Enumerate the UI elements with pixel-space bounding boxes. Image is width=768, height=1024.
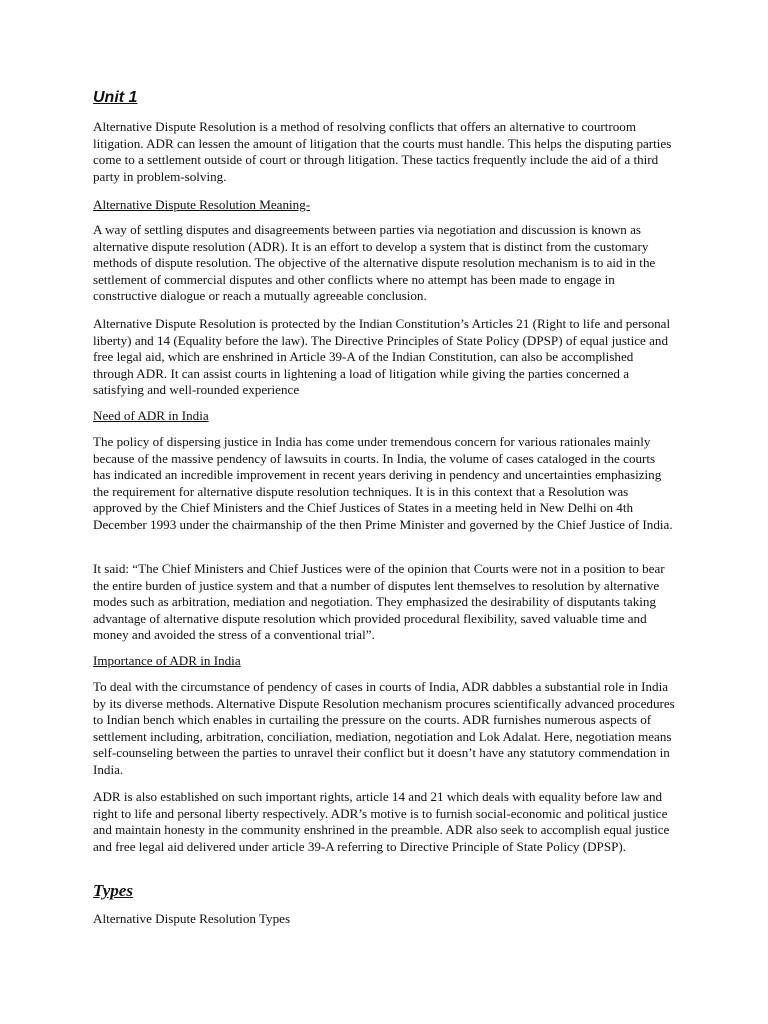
meaning-paragraph-2: Alternative Dispute Resolution is protected by the Indian Constitution’s Articles 21 (Right to life and personal liberty) and 14 (Equality before the law). The Directive Principles of State Policy (DPSP) of equal justice and free legal aid, which are enshrined in Article 39-A of the Indian Constitution, can also be accomplished through ADR. It can assist courts in lightening a load of litigation while giving the parties concerned a satisfying and well-rounded experience [93,316,671,398]
types-heading: Types [93,881,133,900]
meaning-subheading: Alternative Dispute Resolution Meaning- [93,197,311,212]
types-line: Alternative Dispute Resolution Types [93,911,291,926]
need-paragraph-1: The policy of dispersing justice in India has come under tremendous concern for various rationales mainly because of the massive pendency of lawsuits in courts. In India, the volume of cases cataloged in the courts has indicated an incredible improvement in recent years deriving in pendency and uncertainties emphasizing the requirement for alternative dispute resolution techniques. It is in this context that a Resolution was approved by the Chief Ministers and the Chief Justices of States in a meeting held in New Delhi on 4th December 1993 under the chairmanship of the then Prime Minister and governed by the Chief Justice of India. [93,434,673,532]
need-paragraph-2: It said: “The Chief Ministers and Chief Justices were of the opinion that Courts were not in a position to bear the entire burden of justice system and that a number of disputes lent themselves to resolution by alternative modes such as arbitration, mediation and negotiation. They emphasized the desirability of disputants taking advantage of alternative dispute resolution which provided procedural flexibility, saved valuable time and money and avoided the stress of a conventional trial”. [93,561,665,643]
meaning-paragraph-1: A way of settling disputes and disagreements between parties via negotiation and discussion is known as alternative dispute resolution (ADR). It is an effort to develop a system that is distinct from the customary methods of dispute resolution. The objective of the alternative dispute resolution mechanism is to aid in the settlement of commercial disputes and other conflicts where no attempt has been made to engage in constructive dialogue or reach a mutually agreeable conclusion. [93,222,656,304]
need-subheading: Need of ADR in India [93,408,209,423]
unit-heading: Unit 1 [93,89,138,106]
importance-subheading: Importance of ADR in India [93,653,241,668]
intro-paragraph: Alternative Dispute Resolution is a method of resolving conflicts that offers an alternative to courtroom litigation. ADR can lessen the amount of litigation that the courts must handle. This helps the disputing parties come to a settlement outside of court or through litigation. These tactics frequently include the aid of a third party in problem-solving. [93,119,672,184]
importance-paragraph-2: ADR is also established on such important rights, article 14 and 21 which deals with equality before law and right to life and personal liberty respectively. ADR’s motive is to furnish social-economic and political justice and maintain honesty in the community enshrined in the preamble. ADR also seek to accomplish equal justice and free legal aid delivered under article 39-A referring to Directive Principle of State Policy (DPSP). [93,789,670,854]
importance-paragraph-1: To deal with the circumstance of pendency of cases in courts of India, ADR dabbles a substantial role in India by its diverse methods. Alternative Dispute Resolution mechanism procures scientifically advanced procedures to Indian bench which enables in curtailing the pressure on the courts. ADR furnishes numerous aspects of settlement including, arbitration, conciliation, mediation, negotiation and Lok Adalat. Here, negotiation means self-counseling between the parties to unravel their conflict but it doesn’t have any statutory commendation in India. [93,679,675,777]
